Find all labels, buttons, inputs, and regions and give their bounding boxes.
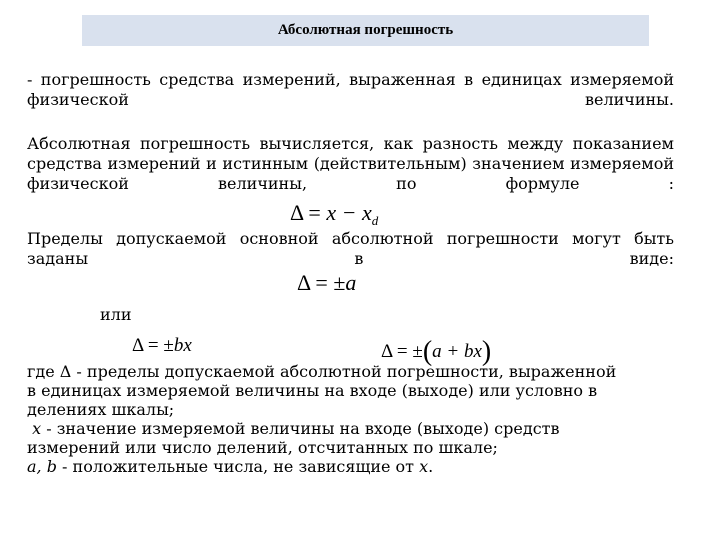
slide-title bbox=[82, 15, 649, 46]
calculation-paragraph: Абсолютная погрешность вычисляется, как разность между показанием средства измерений и истинным (действительным) значением измеряемой физической величины, по формуле : bbox=[27, 134, 674, 193]
desc-line-2: в единицах измеряемой величины на входе (выходе) или условно в bbox=[27, 381, 598, 400]
desc-var-x-end: x bbox=[419, 457, 429, 476]
formula3-bx: bx bbox=[173, 335, 192, 356]
desc-line-1: где Δ - пределы допускаемой абсолютной погрешности, выраженной bbox=[27, 362, 617, 381]
desc-line-6-end: . bbox=[428, 457, 434, 476]
or-text: или bbox=[100, 305, 132, 324]
limit-formula-combined bbox=[381, 333, 491, 365]
slide-title-text: Абсолютная погрешность bbox=[277, 22, 454, 38]
formula3-lhs: Δ = ± bbox=[132, 335, 174, 356]
definition-paragraph: - погрешность средства измерений, выраженная в единицах измеряемой физической величины. bbox=[27, 70, 674, 109]
limit-formula-constant bbox=[297, 270, 356, 296]
formula1-xd: − x bbox=[336, 200, 372, 225]
formula2-a: a bbox=[345, 270, 357, 295]
formula1-subscript: d bbox=[371, 213, 379, 228]
formula4-inner: a + bx bbox=[432, 341, 482, 362]
desc-vars-ab: a, b bbox=[27, 457, 57, 476]
desc-line-3: делениях шкалы; bbox=[27, 400, 175, 419]
desc-line-5: измерений или число делений, отсчитанных по шкале; bbox=[27, 438, 498, 457]
desc-line-6 bbox=[27, 457, 687, 476]
desc-line-4-text: - значение измеряемой величины на входе (выходе) средств bbox=[41, 419, 560, 438]
formula4-lhs: Δ = ± bbox=[381, 341, 423, 362]
desc-line-4 bbox=[27, 419, 687, 438]
variables-description bbox=[27, 362, 687, 476]
formula4-open-paren: ( bbox=[422, 336, 433, 367]
formula1-x: x bbox=[326, 200, 337, 225]
desc-line-6-text: - положительные числа, не зависящие от bbox=[56, 457, 420, 476]
formula4-close-paren: ) bbox=[481, 336, 492, 367]
formula1-lhs: Δ = bbox=[290, 200, 327, 225]
limits-paragraph: Пределы допускаемой основной абсолютной погрешности могут быть заданы в виде: bbox=[27, 229, 674, 268]
limit-formula-proportional bbox=[132, 335, 192, 357]
absolute-error-formula bbox=[290, 200, 378, 229]
formula2-lhs: Δ = ± bbox=[297, 270, 346, 295]
desc-var-x: x bbox=[32, 419, 42, 438]
